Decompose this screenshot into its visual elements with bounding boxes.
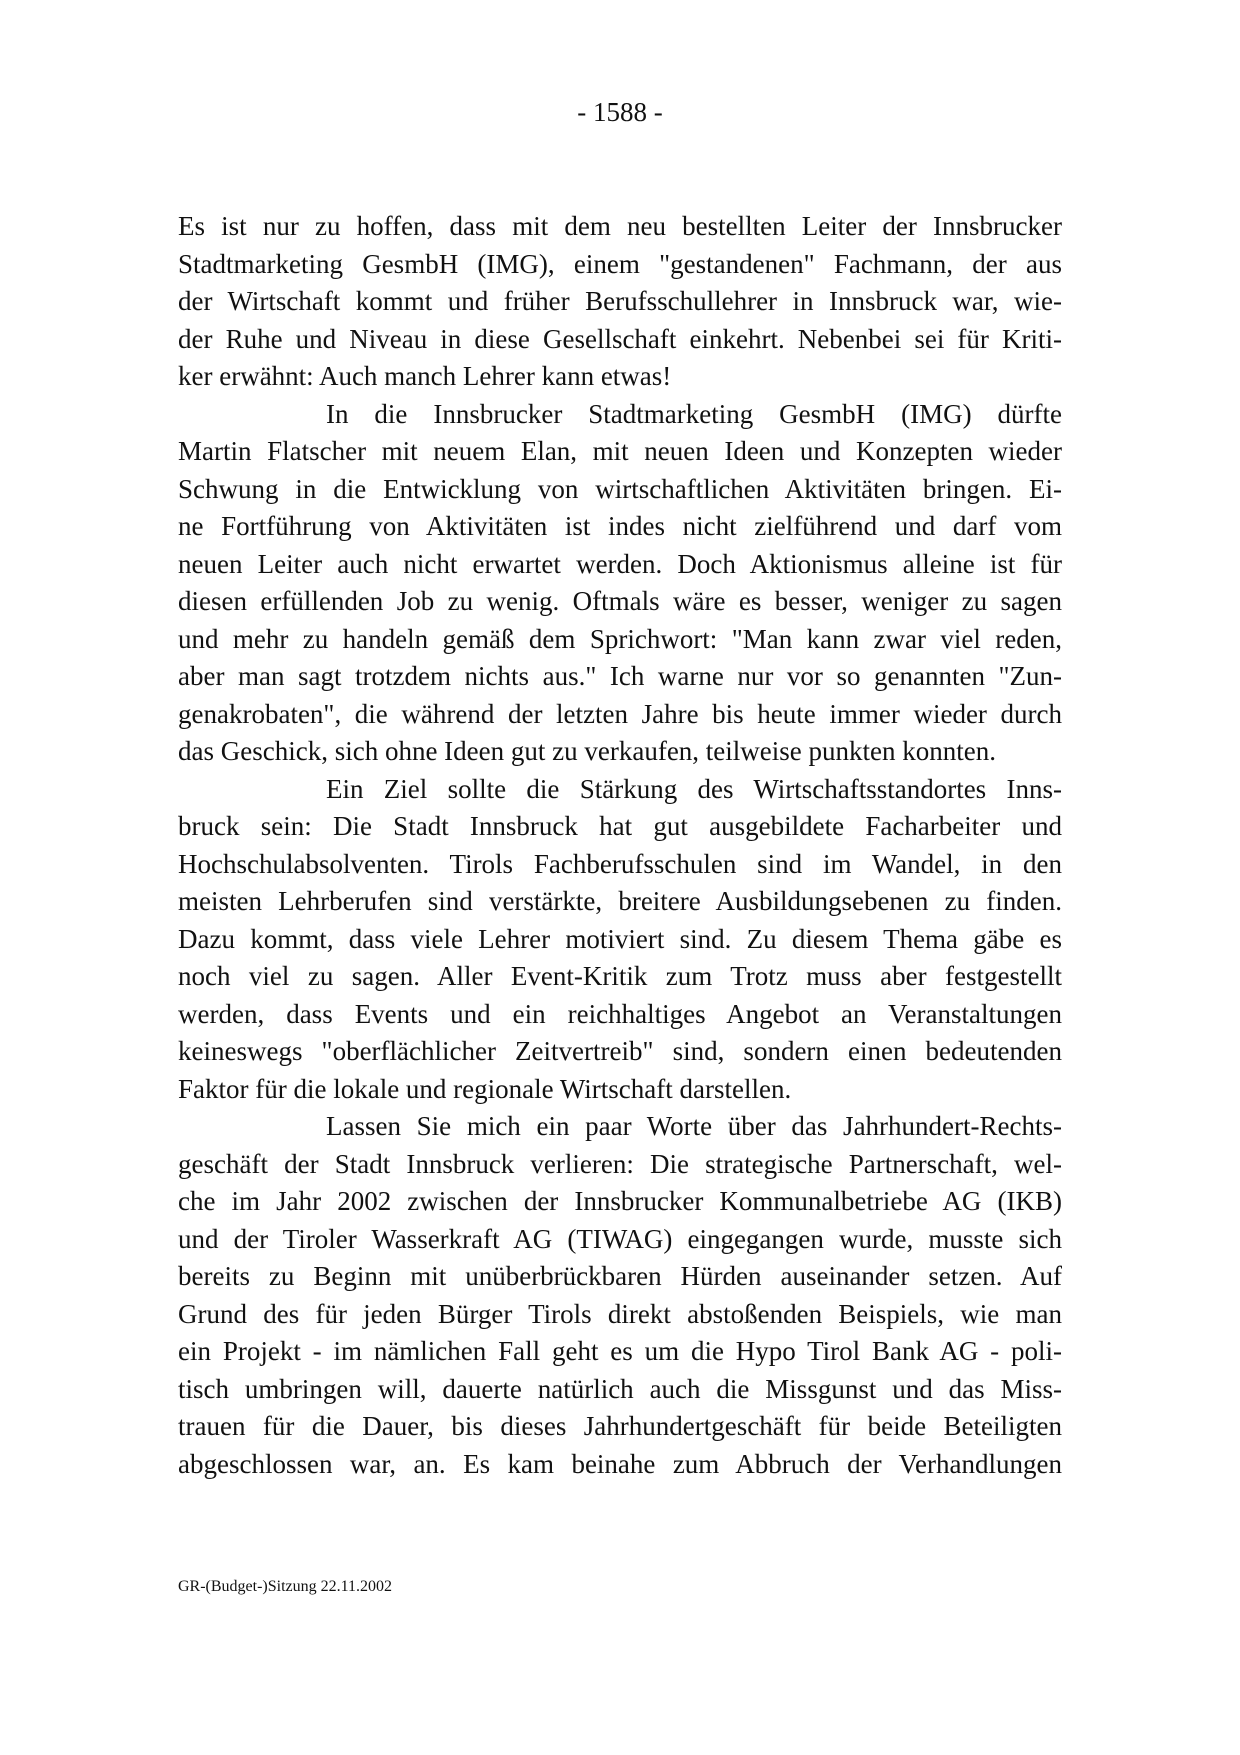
text-line: aber man sagt trotzdem nichts aus." Ich warne nur vor so genannten "Zun- [178,661,1062,691]
text-line: abgeschlossen war, an. Es kam beinahe zum Abbruch der Verhandlungen [178,1448,1062,1479]
paragraph-first-line: Ein Ziel sollte die Stärkung des Wirtschaftsstandortes Inns- [326,773,1062,804]
text-line: Martin Flatscher mit neuem Elan, mit neuen Ideen und Konzepten wieder [178,436,1062,466]
page-footer: GR-(Budget-)Sitzung 22.11.2002 [178,1578,393,1595]
body-text [178,208,1062,1483]
text-line: ker erwähnt: Auch manch Lehrer kann etwas! [178,361,672,391]
text-line: Schwung in die Entwicklung von wirtschaftlichen Aktivitäten bringen. Ei- [178,473,1062,504]
paragraph-first-line: In die Innsbrucker Stadtmarketing GesmbH (IMG) dürfte [326,398,1062,429]
text-line: Hochschulabsolventen. Tirols Fachberufsschulen sind im Wandel, in den [178,848,1062,879]
text-line: der Wirtschaft kommt und früher Berufsschullehrer in Innsbruck war, wie- [178,286,1062,316]
text-line: trauen für die Dauer, bis dieses Jahrhundertgeschäft für beide Beteiligten [178,1411,1062,1441]
text-line: bereits zu Beginn mit unüberbrückbaren Hürden auseinander setzen. Auf [178,1261,1062,1291]
text-line: bruck sein: Die Stadt Innsbruck hat gut ausgebildete Facharbeiter und [178,811,1062,841]
text-line: und der Tiroler Wasserkraft AG (TIWAG) eingegangen wurde, musste sich [178,1223,1062,1254]
text-line: neuen Leiter auch nicht erwartet werden. Doch Aktionismus alleine ist für [178,548,1062,579]
page-number: - 1588 - [577,97,663,127]
text-line: Grund des für jeden Bürger Tirols direkt abstoßenden Beispiels, wie man [178,1298,1062,1329]
text-line: ein Projekt - im nämlichen Fall geht es um die Hypo Tirol Bank AG - poli- [178,1336,1062,1366]
text-line: Dazu kommt, dass viele Lehrer motiviert sind. Zu diesem Thema gäbe es [178,923,1062,954]
text-line: geschäft der Stadt Innsbruck verlieren: Die strategische Partnerschaft, wel- [178,1148,1062,1179]
text-line: ne Fortführung von Aktivitäten ist indes nicht zielführend und darf vom [178,511,1062,541]
text-line: tisch umbringen will, dauerte natürlich auch die Missgunst und das Miss- [178,1373,1062,1404]
text-line: keineswegs "oberflächlicher Zeitvertreib" sind, sondern einen bedeutenden [178,1036,1062,1066]
text-line: der Ruhe und Niveau in diese Gesellschaft einkehrt. Nebenbei sei für Kriti- [178,323,1062,354]
text-line: Es ist nur zu hoffen, dass mit dem neu bestellten Leiter der Innsbrucker [178,211,1062,241]
text-line: Stadtmarketing GesmbH (IMG), einem "gestandenen" Fachmann, der aus [178,248,1062,279]
text-line: che im Jahr 2002 zwischen der Innsbrucker Kommunalbetriebe AG (IKB) [178,1186,1062,1216]
text-line: Faktor für die lokale und regionale Wirtschaft darstellen. [178,1073,792,1104]
text-line: das Geschick, sich ohne Ideen gut zu verkaufen, teilweise punkten konnten. [178,736,996,766]
text-line: meisten Lehrberufen sind verstärkte, breitere Ausbildungsebenen zu finden. [178,886,1062,916]
paragraph-first-line: Lassen Sie mich ein paar Worte über das Jahrhundert-Rechts- [326,1111,1062,1141]
text-line: und mehr zu handeln gemäß dem Sprichwort: "Man kann zwar viel reden, [178,623,1062,654]
text-line: diesen erfüllenden Job zu wenig. Oftmals wäre es besser, weniger zu sagen [178,586,1062,616]
text-line: genakrobaten", die während der letzten Jahre bis heute immer wieder durch [178,698,1062,729]
text-line: werden, dass Events und ein reichhaltiges Angebot an Veranstaltungen [178,998,1062,1029]
text-line: noch viel zu sagen. Aller Event-Kritik zum Trotz muss aber festgestellt [178,961,1062,991]
